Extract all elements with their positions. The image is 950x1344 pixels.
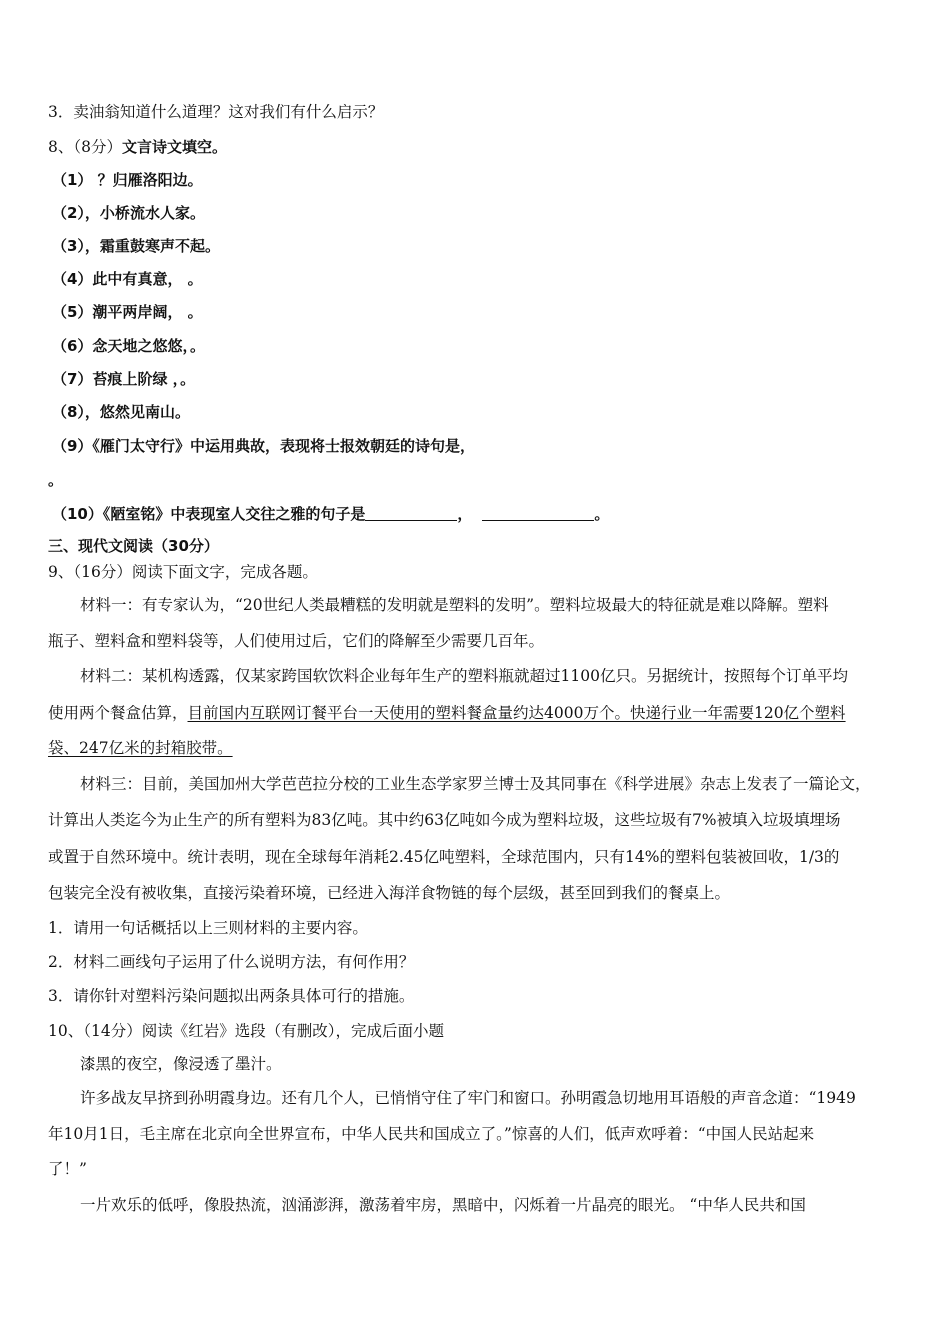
q8-item-10-mid: ， bbox=[457, 505, 473, 523]
q9-material-3-line-1: 材料三：目前，美国加州大学芭芭拉分校的工业生态学家罗兰博士及其同事在《科学进展》杂志上发表了一篇论文， bbox=[80, 775, 871, 793]
q9-material-2-line-2 bbox=[48, 703, 846, 723]
q8-item-2: （2），小桥流水人家。 bbox=[52, 204, 205, 222]
q9-material-1-line-1: 材料一：有专家认为，“20世纪人类最糟糕的发明就是塑料的发明”。塑料垃圾最大的特征就是难以降解。塑料 bbox=[80, 596, 829, 614]
q7-item-3: 3．卖油翁知道什么道理？这对我们有什么启示？ bbox=[48, 103, 384, 121]
q10-paragraph-2-line-1: 许多战友早挤到孙明霞身边。还有几个人，已悄悄守住了牢门和窗口。孙明霞急切地用耳语般的声音念道：“1949 bbox=[80, 1089, 856, 1107]
q8-item-7: （7）苔痕上阶绿 ，。 bbox=[52, 370, 196, 388]
q9-material-3-line-3: 或置于自然环境中。统计表明，现在全球每年消耗2.45亿吨塑料，全球范围内，只有14%的塑料包装被回收，1/3的 bbox=[48, 848, 840, 866]
q10-title: 10、（14分）阅读《红岩》选段（有删改），完成后面小题 bbox=[48, 1022, 444, 1040]
section-3-title: 三、现代文阅读（30分） bbox=[48, 537, 219, 555]
q8-item-4: （4）此中有真意， 。 bbox=[52, 270, 203, 288]
q8-title-bold: 文言诗文填空。 bbox=[121, 138, 227, 156]
q9-question-3: 3．请你针对塑料污染问题拟出两条具体可行的措施。 bbox=[48, 987, 415, 1005]
q9-title: 9、（16分）阅读下面文字，完成各题。 bbox=[48, 563, 318, 581]
q8-item-8: （8），悠然见南山。 bbox=[52, 403, 190, 421]
q10-paragraph-3-line-1: 一片欢乐的低呼，像股热流，汹涌澎湃，激荡着牢房，黑暗中，闪烁着一片晶亮的眼光。 “中华人民共和国 bbox=[80, 1196, 806, 1214]
q10-paragraph-2-line-3: 了！” bbox=[48, 1160, 87, 1178]
q9-question-1: 1．请用一句话概括以上三则材料的主要内容。 bbox=[48, 919, 368, 937]
q8-item-5: （5）潮平两岸阔， 。 bbox=[52, 303, 203, 321]
q8-title-prefix: 8、（8分） bbox=[48, 138, 122, 156]
q8-item-1: （1） ？归雁洛阳边。 bbox=[52, 171, 203, 189]
q8-item-9-end: 。 bbox=[48, 471, 64, 489]
q9-material-2-line-1: 材料二：某机构透露，仅某家跨国软饮料企业每年生产的塑料瓶就超过1100亿只。另据统计，按照每个订单平均 bbox=[80, 667, 848, 685]
q9-material-2-line-3: 袋、247亿米的封箱胶带。 bbox=[48, 739, 233, 757]
q8-item-6: （6）念天地之悠悠，。 bbox=[52, 337, 205, 355]
q8-title bbox=[48, 137, 227, 157]
q8-item-10-prefix: （10）《陋室铭》中表现室人交往之雅的句子是 bbox=[52, 505, 366, 523]
q9-material-2-underlined: 目前国内互联网订餐平台一天使用的塑料餐盒量约达4000万个。快递行业一年需要120亿个塑料 bbox=[187, 704, 846, 722]
q8-item-10 bbox=[52, 504, 609, 524]
q8-item-9: （9）《雁门太守行》中运用典故，表现将士报效朝廷的诗句是， bbox=[52, 437, 475, 455]
q10-paragraph-1: 漆黑的夜空，像浸透了墨汁。 bbox=[80, 1055, 282, 1073]
q9-material-1-line-2: 瓶子、塑料盒和塑料袋等，人们使用过后，它们的降解至少需要几百年。 bbox=[48, 632, 545, 650]
q10-paragraph-2-line-2: 年10月1日，毛主席在北京向全世界宣布，中华人民共和国成立了。”惊喜的人们，低声欢呼着：“中国人民站起来 bbox=[48, 1125, 815, 1143]
q9-material-2-plain: 使用两个餐盒估算， bbox=[48, 704, 188, 722]
q9-material-3-line-4: 包装完全没有被收集，直接污染着环境，已经进入海洋食物链的每个层级，甚至回到我们的餐桌上。 bbox=[48, 884, 731, 902]
answer-blank bbox=[482, 506, 594, 521]
q8-item-10-end: 。 bbox=[594, 505, 610, 523]
q9-material-3-line-2: 计算出人类迄今为止生产的所有塑料为83亿吨。其中约63亿吨如今成为塑料垃圾，这些垃圾有7%被填入垃圾填埋场 bbox=[48, 811, 841, 829]
q8-item-3: （3），霜重鼓寒声不起。 bbox=[52, 237, 220, 255]
answer-blank bbox=[365, 506, 457, 521]
q9-question-2: 2．材料二画线句子运用了什么说明方法，有何作用？ bbox=[48, 953, 415, 971]
